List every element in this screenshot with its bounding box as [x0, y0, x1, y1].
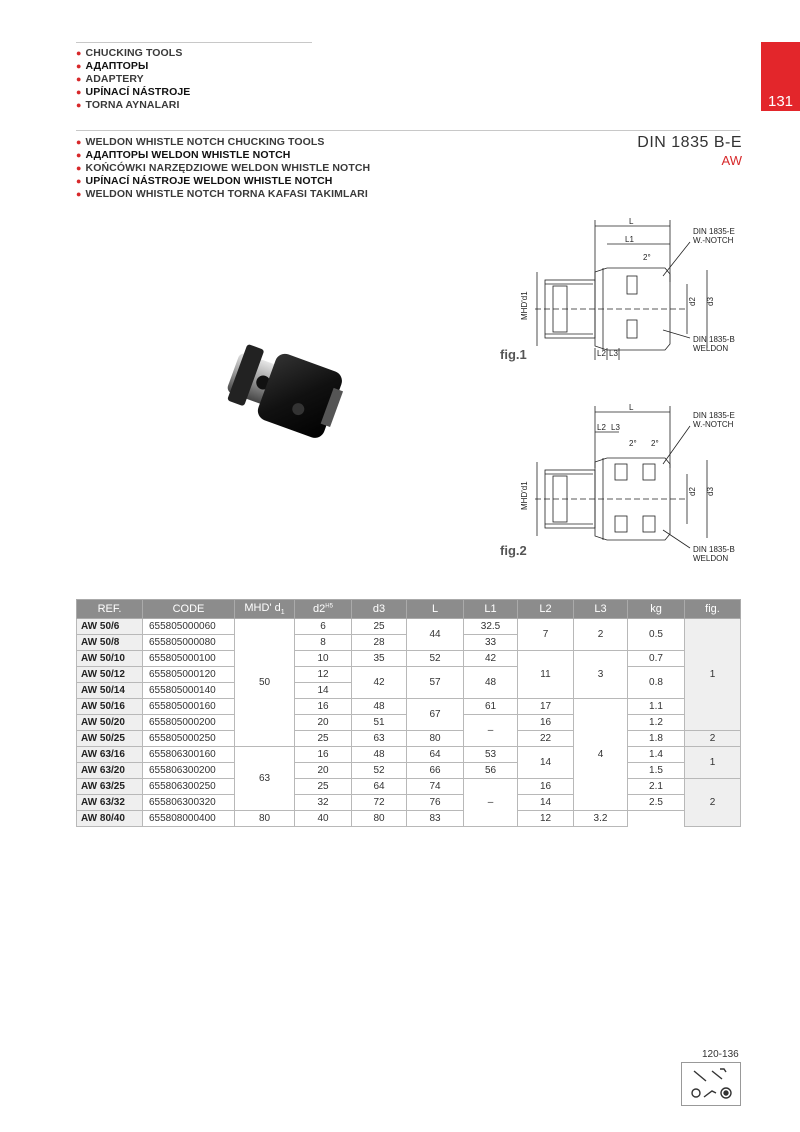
table-row: AW 63/25 655806300250 25 64 74 – 16 2.1 2: [77, 779, 741, 795]
category-list: [76, 47, 190, 112]
category-item: ● ADAPTERY: [76, 73, 144, 85]
fig1-dim-L1: L1: [625, 235, 634, 244]
figure-2-drawing: [515, 398, 755, 566]
tools-icon-box: [681, 1062, 741, 1106]
fig1-dim-L: L: [629, 217, 634, 226]
table-row: AW 50/8 655805000080 8 28 33: [77, 635, 741, 651]
spec-table: [76, 599, 741, 827]
category-item: ● АДАПТОРЫ: [76, 60, 149, 72]
fig2-dim-d3: d3: [706, 487, 715, 496]
col-d3: d3: [352, 600, 407, 619]
page-number-tab: [761, 42, 800, 111]
fig1-note-top-2: W.-NOTCH: [693, 236, 734, 245]
fig2-dim-L2: L2: [597, 423, 606, 432]
section-title: ● UPÍNACÍ NÁSTROJE WELDON WHISTLE NOTCH: [76, 175, 333, 187]
fig1-note-top-1: DIN 1835-E: [693, 227, 735, 236]
table-row: AW 80/40 655808000400 80 40 80 83 12 3.2: [77, 811, 741, 827]
table-row: AW 63/32 655806300320 32 72 76 14 2.5: [77, 795, 741, 811]
fig1-dim-angle: 2°: [643, 253, 651, 262]
table-row: AW 50/10 655805000100 10 35 52 42 11 3 0.7: [77, 651, 741, 667]
col-d2: $d2^{H5}$: [295, 600, 352, 619]
col-kg: kg: [628, 600, 685, 619]
table-header-row: [77, 600, 741, 619]
fig1-dim-L3: L3: [609, 349, 618, 358]
section-title: ● WELDON WHISTLE NOTCH CHUCKING TOOLS: [76, 136, 325, 148]
table-row: AW 50/12 655805000120 12 42 57 48 0.8: [77, 667, 741, 683]
col-L: L: [407, 600, 464, 619]
fig1-dim-d1: MHD'd1: [520, 291, 529, 320]
fig1-note-bot-2: WELDON: [693, 344, 729, 353]
section-title: ● KOŃCÓWKI NARZĘDZIOWE WELDON WHISTLE NOTCH: [76, 162, 371, 174]
col-L1: L1: [464, 600, 518, 619]
fig2-dim-angle2: 2°: [651, 439, 659, 448]
table-row: AW 63/16 655806300160 63 16 48 64 53 14 1.4 1: [77, 747, 741, 763]
col-L3: L3: [574, 600, 628, 619]
page-range: 120-136: [702, 1049, 739, 1060]
section-title-list: [76, 136, 370, 201]
fig2-dim-angle: 2°: [629, 439, 637, 448]
fig2-note-bot-1: DIN 1835-B: [693, 545, 735, 554]
series-code: AW: [721, 153, 742, 168]
page-number: 131: [767, 93, 794, 110]
fig2-label: fig.2: [500, 543, 527, 558]
fig1-note-bot-1: DIN 1835-B: [693, 335, 735, 344]
top-rule: [76, 42, 312, 43]
figure-1-drawing: [515, 212, 755, 362]
tools-icon: [682, 1063, 740, 1105]
category-item: ● TORNA AYNALARI: [76, 99, 180, 111]
category-item: ● UPÍNACÍ NÁSTROJE: [76, 86, 191, 98]
fig2-note-bot-2: WELDON: [693, 554, 729, 563]
table-row: AW 63/20 655806300200 20 52 66 56 1.5: [77, 763, 741, 779]
col-L2: L2: [518, 600, 574, 619]
table-row: AW 50/14 655805000140 14: [77, 683, 741, 699]
category-item: ● CHUCKING TOOLS: [76, 47, 183, 59]
section-rule: [76, 130, 740, 131]
fig1-dim-d3: d3: [706, 297, 715, 306]
fig2-dim-d1: MHD'd1: [520, 481, 529, 510]
fig2-dim-L3: L3: [611, 423, 620, 432]
section-title: ● АДАПТОРЫ WELDON WHISTLE NOTCH: [76, 149, 291, 161]
fig2-dim-d2: d2: [688, 487, 697, 496]
table-row: AW 50/25 655805000250 25 63 80 22 1.8 2: [77, 731, 741, 747]
col-fig: fig.: [685, 600, 741, 619]
section-title: ● WELDON WHISTLE NOTCH TORNA KAFASI TAKIMLARI: [76, 188, 368, 200]
fig2-dim-L: L: [629, 403, 634, 412]
standard-block: [637, 134, 742, 168]
fig1-dim-d2: d2: [688, 297, 697, 306]
fig2-note-top-2: W.-NOTCH: [693, 420, 734, 429]
table-row: AW 50/20 655805000200 20 51 – 16 1.2: [77, 715, 741, 731]
fig1-dim-L2: L2: [597, 349, 606, 358]
din-standard: DIN 1835 B-E: [637, 134, 742, 151]
col-code: CODE: [143, 600, 235, 619]
table-row: AW 50/16 655805000160 16 48 67 61 17 4 1.1: [77, 699, 741, 715]
col-mhd: MHD' $d_1$: [235, 600, 295, 619]
fig1-label: fig.1: [500, 347, 527, 362]
col-ref: REF.: [77, 600, 143, 619]
product-photo: [220, 340, 350, 455]
table-row: AW 50/6 655805000060 50 6 25 44 32.5 7 2 0.5 1: [77, 619, 741, 635]
fig2-note-top-1: DIN 1835-E: [693, 411, 735, 420]
